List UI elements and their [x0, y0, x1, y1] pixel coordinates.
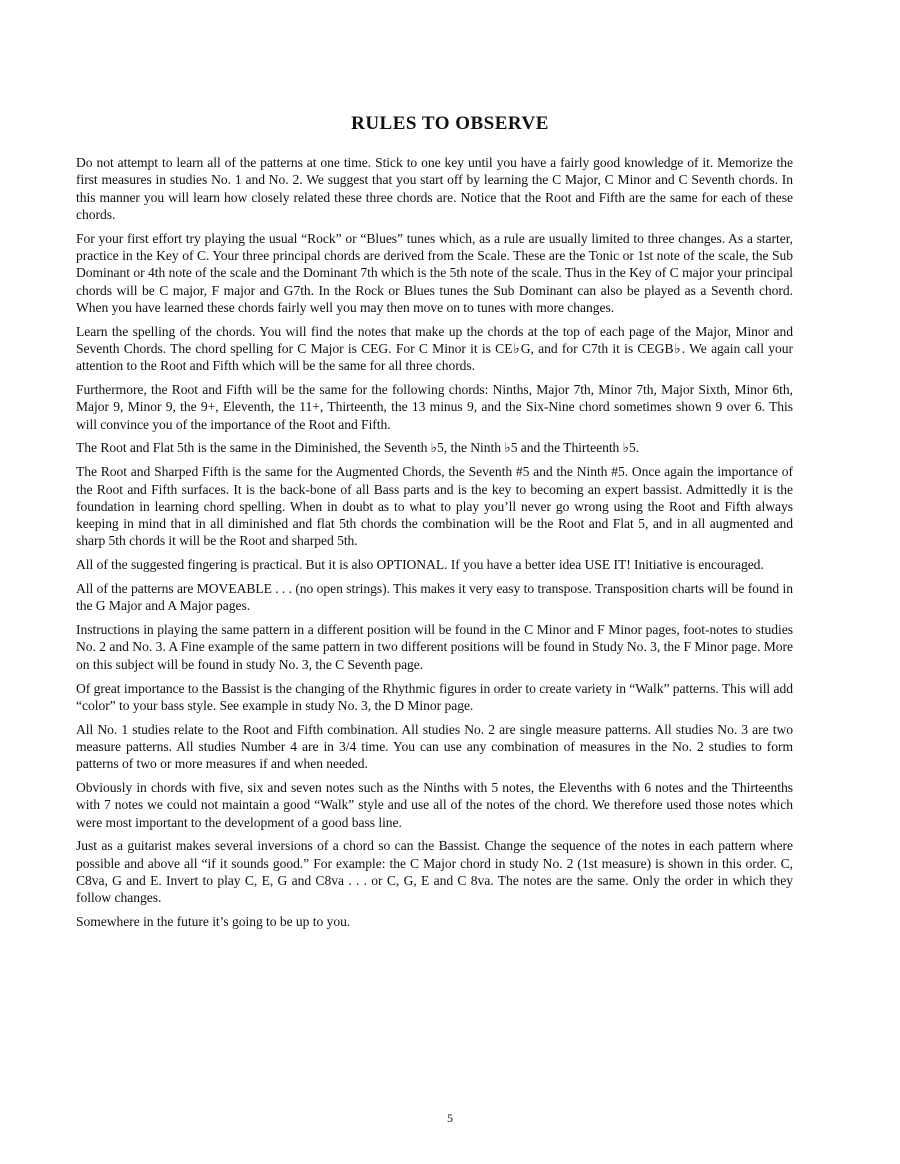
page-title: RULES TO OBSERVE [351, 113, 549, 134]
paragraph-9: Instructions in playing the same pattern in a different position will be found in the C Minor and F Minor pages, foot-notes to studies No. 2 and No. 3. A Fine example of the same pattern in two different positions will be found in Study No. 3, the F Minor page. More on this subject will be found in study No. 3, the C Seventh page. [76, 622, 793, 672]
paragraph-4: Furthermore, the Root and Fifth will be the same for the following chords: Ninths, Major 7th, Minor 7th, Major Sixth, Minor 6th, Major 9, Minor 9, the 9+, Eleventh, the 11+, Thirteenth, the 13 minus 9, and the Six-Nine chord sometimes shown 9 over 6. This will convince you of the importance of the Root and Fifth. [76, 382, 793, 432]
paragraph-13: Just as a guitarist makes several inversions of a chord so can the Bassist. Change the sequence of the notes in each pattern where possible and above all “if it sounds good.” For example: the C Major chord in study No. 2 (1st measure) is shown in this order. C, C8va, G and E. Invert to play C, E, G and C8va . . . or C, G, E and C 8va. The notes are the same. Only the order in which they follow changes. [76, 838, 793, 906]
paragraph-7: All of the suggested fingering is practical. But it is also OPTIONAL. If you have a better idea USE IT! Initiative is encouraged. [76, 557, 764, 573]
body-text [76, 154, 793, 937]
paragraph-14: Somewhere in the future it’s going to be up to you. [76, 914, 351, 930]
paragraph-10: Of great importance to the Bassist is the changing of the Rhythmic figures in order to create variety in “Walk” patterns. This will add “color” to your bass style. See example in study No. 3, the D Minor page. [76, 680, 793, 713]
paragraph-2: For your first effort try playing the usual “Rock” or “Blues” tunes which, as a rule are usually limited to three changes. As a starter, practice in the Key of C. Your three principal chords are derived from the Scale. These are the Tonic or 1st note of the scale, the Sub Dominant or 4th note of the scale and the Dominant 7th which is the 5th note of the scale. Thus in the Key of C major your principal chords will be C major, F major and G7th. In the Rock or Blues tunes the Sub Dominant can also be played as a Seventh chord. When you have learned these chords fairly well you may then move on to tunes with more changes. [76, 230, 793, 315]
paragraph-8: All of the patterns are MOVEABLE . . . (no open strings). This makes it very easy to transpose. Transposition charts will be found in the G Major and A Major pages. [76, 581, 793, 614]
page-number: 5 [447, 1111, 453, 1125]
paragraph-1: Do not attempt to learn all of the patterns at one time. Stick to one key until you have a fairly good knowledge of it. Memorize the first measures in studies No. 1 and No. 2. We suggest that you start off by learning the C Major, C Minor and C Seventh chords. In this manner you will learn how closely related these three chords are. Notice that the Root and Fifth are the same for each of these chords. [76, 155, 793, 222]
paragraph-6: The Root and Sharped Fifth is the same for the Augmented Chords, the Seventh #5 and the Ninth #5. Once again the importance of the Root and Fifth surfaces. It is the back-bone of all Bass parts and is the key to becoming an expert bassist. Admittedly it is the foundation in learning chord spelling. When in doubt as to what to play you’ll never go wrong using the Root and Fifth always keeping in mind that in all diminished and flat 5th chords the combination will be the Root and Flat 5, and in all augmented and sharp 5th chords it will be the Root and sharped 5th. [76, 464, 793, 549]
paragraph-12: Obviously in chords with five, six and seven notes such as the Ninths with 5 notes, the Elevenths with 6 notes and the Thirteenths with 7 notes we could not maintain a good “Walk” style and use all of the notes of the chord. We therefore used those notes which were most important to the development of a good bass line. [76, 780, 793, 830]
paragraph-3: Learn the spelling of the chords. You will find the notes that make up the chords at the top of each page of the Major, Minor and Seventh Chords. The chord spelling for C Major is CEG. For C Minor it is CE♭G, and for C7th it is CEGB♭. We again call your attention to the Root and Fifth which will be the same for all three chords. [76, 323, 793, 374]
paragraph-5: The Root and Flat 5th is the same in the Diminished, the Seventh ♭5, the Ninth ♭5 and the Thirteenth ♭5. [76, 440, 640, 456]
paragraph-11: All No. 1 studies relate to the Root and Fifth combination. All studies No. 2 are single measure patterns. All studies No. 3 are two measure patterns. All studies Number 4 are in 3/4 time. You can use any combination of measures in the No. 2 studies to form patterns of two or more measures if and when needed. [76, 721, 793, 772]
